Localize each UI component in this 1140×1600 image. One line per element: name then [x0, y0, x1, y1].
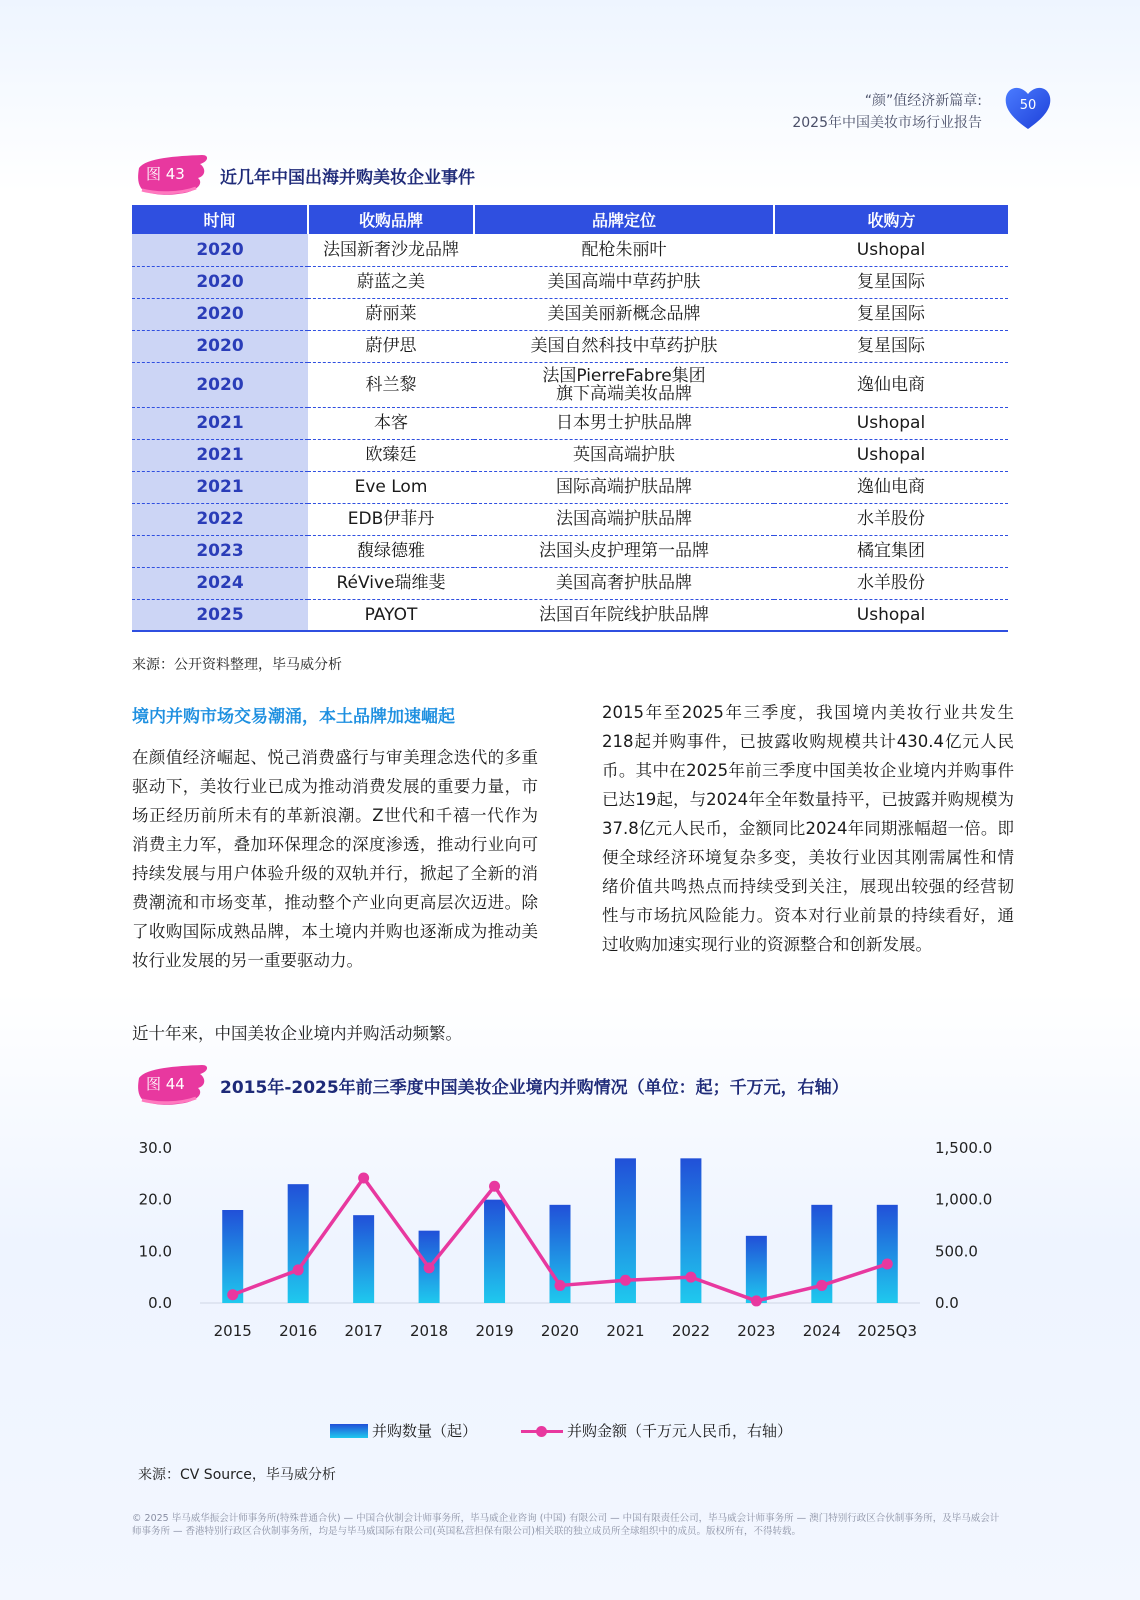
positioning-cell: 配枪朱丽叶: [474, 234, 774, 266]
bar-mark: [222, 1210, 243, 1303]
positioning-cell: 日本男士护肤品牌: [474, 407, 774, 439]
acquirer-cell: Ushopal: [774, 407, 1008, 439]
brand-cell: 本客: [308, 407, 474, 439]
x-tick-label: 2018: [409, 1322, 449, 1340]
acquirer-cell: 水羊股份: [774, 503, 1008, 535]
figure-44-number: 图 44: [146, 1075, 185, 1093]
x-tick-label: 2024: [802, 1322, 841, 1340]
brand-cell: EDB伊菲丹: [308, 503, 474, 535]
x-tick-label: 2020: [540, 1322, 580, 1340]
acquirer-cell: 复星国际: [774, 298, 1008, 330]
line-point-mark: [816, 1280, 827, 1291]
acquirer-cell: 水羊股份: [774, 567, 1008, 599]
acquirer-cell: 逸仙电商: [774, 362, 1008, 407]
line-point-mark: [620, 1275, 631, 1286]
y-left-tick-label: 30.0: [138, 1139, 172, 1157]
left-paragraph-2: 近十年来，中国美妆企业境内并购活动频繁。: [132, 1024, 462, 1043]
left-paragraph-1: 在颜值经济崛起、悦己消费盛行与审美理念迭代的多重驱动下，美妆行业已成为推动消费发展的重要力量，市场正经历前所未有的革新浪潮。Z世代和千禧一代作为消费主力军，叠加环保理念的深度渗透，推动行业向可持续发展与用户体验升级的双轨并行，掀起了全新的消费潮流和市场变革，推动整个产业向更高层次迈进。除了收购国际成熟品牌，本土境内并购也逐渐成为推动美妆行业发展的另一重要驱动力。: [132, 748, 538, 970]
table-row: [132, 407, 1008, 439]
acquirer-cell: 复星国际: [774, 266, 1008, 298]
line-point-mark: [751, 1295, 762, 1306]
year-cell: 2020: [132, 298, 308, 330]
figure-44-caption: 2015年-2025年前三季度中国美妆企业境内并购情况（单位：起；千万元，右轴）: [220, 1077, 849, 1098]
legend-bar-label: 并购数量（起）: [372, 1422, 478, 1440]
figure-43-number: 图 43: [146, 165, 185, 183]
chart-legend: [330, 1420, 792, 1441]
bar-mark: [877, 1205, 898, 1303]
year-cell: 2020: [132, 330, 308, 362]
positioning-cell: 美国高端中草药护肤: [474, 266, 774, 298]
table-row: [132, 266, 1008, 298]
line-point-mark: [555, 1280, 566, 1291]
line-point-mark: [882, 1258, 893, 1269]
figure-43-caption: 近几年中国出海并购美妆企业事件: [220, 167, 475, 188]
y-left-tick-label: 10.0: [138, 1242, 172, 1261]
line-point-mark: [358, 1172, 369, 1183]
line-point-mark: [293, 1264, 304, 1275]
year-cell: 2024: [132, 567, 308, 599]
table-row: [132, 503, 1008, 535]
year-cell: 2021: [132, 471, 308, 503]
table-row: [132, 298, 1008, 330]
acquisitions-table: [132, 205, 1008, 632]
report-title-line1: “颜”值经济新篇章:: [864, 93, 982, 109]
report-header: [792, 90, 982, 134]
table-row: [132, 439, 1008, 471]
copyright-footer: © 2025 毕马威华振会计师事务所(特殊普通合伙) — 中国合伙制会计师事务所，毕马威企业咨询 (中国) 有限公司 — 中国有限责任公司，毕马威会计师事务所 — 澳门特别行政区合伙制事务所，及毕马威会计师事务所 — 香港特别行政区合伙制事务所，均是与毕马威国际有限公司(英国私营担保有限公司)相关联的独立成员所全球组织中的成员。版权所有，不得转载。: [132, 1513, 1000, 1537]
year-cell: 2020: [132, 234, 308, 266]
brand-cell: 科兰黎: [308, 362, 474, 407]
x-tick-label: 2025Q3: [857, 1322, 918, 1340]
section-heading: 境内并购市场交易潮涌，本土品牌加速崛起: [132, 707, 455, 727]
year-cell: 2025: [132, 599, 308, 631]
positioning-cell: [474, 362, 774, 407]
x-tick-label: 2017: [344, 1322, 383, 1340]
table-header-row: [132, 205, 1008, 234]
brand-cell: 法国新奢沙龙品牌: [308, 234, 474, 266]
positioning-cell: 英国高端护肤: [474, 439, 774, 471]
table-row: [132, 471, 1008, 503]
year-cell: 2020: [132, 362, 308, 407]
figure-44-title: [136, 1060, 849, 1110]
x-tick-label: 2023: [737, 1322, 776, 1340]
figure-44-tag: [136, 1060, 212, 1110]
brand-cell: 蔚丽莱: [308, 298, 474, 330]
brand-cell: 馥绿德雅: [308, 535, 474, 567]
brand-cell: 蔚伊思: [308, 330, 474, 362]
line-point-mark: [227, 1289, 238, 1300]
table-row: [132, 567, 1008, 599]
table-row: [132, 362, 1008, 407]
column-header-acquirer: 收购方: [774, 205, 1008, 234]
x-tick-label: 2021: [606, 1322, 645, 1340]
line-point-mark: [424, 1262, 435, 1273]
acquirer-cell: 复星国际: [774, 330, 1008, 362]
year-cell: 2021: [132, 439, 308, 471]
figure-43-source: 来源：公开资料整理，毕马威分析: [132, 657, 342, 673]
positioning-cell: 美国美丽新概念品牌: [474, 298, 774, 330]
mna-chart: [130, 1128, 1010, 1348]
brand-cell: Eve Lom: [308, 471, 474, 503]
right-paragraph: 2015年至2025年三季度，我国境内美妆行业共发生218起并购事件，已披露收购规模共计430.4亿元人民币。其中在2025年前三季度中国美妆企业境内并购事件已达19起，与2024年全年数量持平，已披露并购规模为37.8亿元人民币，金额同比2024年同期涨幅超一倍。即便全球经济环境复杂多变，美妆行业因其刚需属性和情绪价值共鸣热点而持续受到关注，展现出较强的经营韧性与市场抗风险能力。资本对行业前景的持续看好，通过收购加速实现行业的资源整合和创新发展。: [602, 703, 1014, 954]
bar-mark: [288, 1184, 309, 1303]
positioning-cell: 美国自然科技中草药护肤: [474, 330, 774, 362]
positioning-line1: 法国PierreFabre集团: [542, 365, 706, 386]
y-right-tick-label: 0.0: [935, 1294, 959, 1312]
positioning-cell: 法国头皮护理第一品牌: [474, 535, 774, 567]
year-cell: 2022: [132, 503, 308, 535]
x-tick-label: 2019: [475, 1322, 514, 1340]
table-row: [132, 535, 1008, 567]
positioning-cell: 美国高奢护肤品牌: [474, 567, 774, 599]
positioning-cell: 法国高端护肤品牌: [474, 503, 774, 535]
acquirer-cell: Ushopal: [774, 234, 1008, 266]
brand-cell: RéVive瑞维斐: [308, 567, 474, 599]
column-header-positioning: 品牌定位: [474, 205, 774, 234]
bar-mark: [746, 1236, 767, 1303]
figure-43-tag: [136, 150, 212, 200]
brand-cell: 欧臻廷: [308, 439, 474, 471]
bar-mark: [353, 1215, 374, 1303]
year-cell: 2021: [132, 407, 308, 439]
year-cell: 2020: [132, 266, 308, 298]
y-left-tick-label: 0.0: [148, 1294, 172, 1312]
positioning-cell: 法国百年院线护肤品牌: [474, 599, 774, 631]
column-header-brand: 收购品牌: [308, 205, 474, 234]
bar-mark: [484, 1200, 505, 1303]
positioning-cell: 国际高端护肤品牌: [474, 471, 774, 503]
acquirer-cell: 逸仙电商: [774, 471, 1008, 503]
figure-43-title: [136, 150, 475, 200]
legend-bar-swatch: [330, 1424, 368, 1438]
y-left-tick-label: 20.0: [138, 1190, 172, 1209]
acquirer-cell: Ushopal: [774, 439, 1008, 471]
page-number-badge: [1002, 82, 1054, 132]
y-right-tick-label: 1,000.0: [935, 1190, 993, 1209]
x-tick-label: 2022: [671, 1322, 711, 1340]
positioning-line2: 旗下高端美妆品牌: [556, 383, 692, 404]
x-tick-label: 2015: [213, 1322, 252, 1340]
report-title-line2: 2025年中国美妆市场行业报告: [792, 115, 982, 131]
table-row: [132, 234, 1008, 266]
y-right-tick-label: 500.0: [935, 1242, 978, 1261]
acquirer-cell: Ushopal: [774, 599, 1008, 631]
acquirer-cell: 橘宜集团: [774, 535, 1008, 567]
table-row: [132, 330, 1008, 362]
line-point-mark: [685, 1272, 696, 1283]
year-cell: 2023: [132, 535, 308, 567]
y-right-tick-label: 1,500.0: [935, 1139, 993, 1157]
column-header-year: 时间: [132, 205, 308, 234]
mna-chart-svg: [130, 1128, 1010, 1348]
table-row: [132, 599, 1008, 631]
brand-cell: PAYOT: [308, 599, 474, 631]
page-number: 50: [1019, 98, 1037, 113]
brand-cell: 蔚蓝之美: [308, 266, 474, 298]
legend-line-swatch: [521, 1424, 563, 1438]
x-tick-label: 2016: [279, 1322, 318, 1340]
line-point-mark: [489, 1181, 500, 1192]
figure-44-source: 来源：CV Source，毕马威分析: [138, 1467, 336, 1483]
legend-line-label: 并购金额（千万元人民币，右轴）: [567, 1422, 793, 1440]
